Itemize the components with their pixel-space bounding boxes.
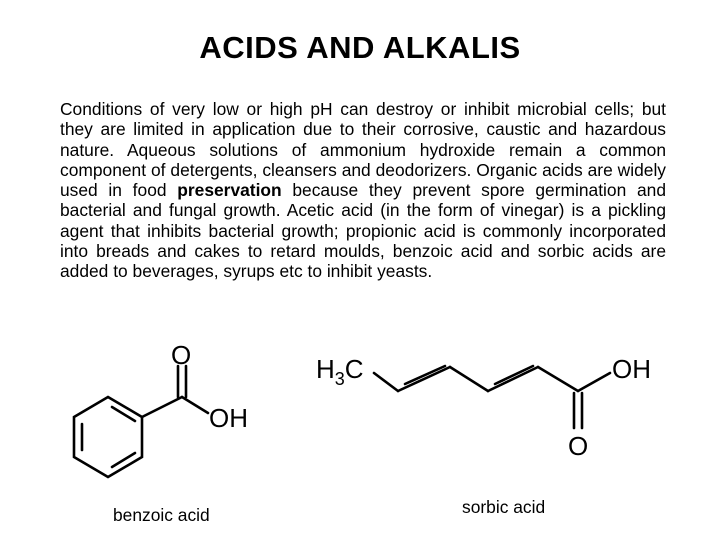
sorbic-methyl-subscript: 3 <box>334 369 345 389</box>
chain-bond <box>450 367 488 391</box>
carbon-to-oh-bond <box>578 373 610 391</box>
benzoic-acid-caption: benzoic acid <box>113 505 210 525</box>
body-text-part1: Conditions of very low or high pH can destroy or inhibit microbial cells; but they are limited in application due to their corrosive, caustic and hazardous nature. Aqueous solutions of ammonium hydroxide remain a common component of detergents, cleansers and deodorizers. Organic acids are widely used in food <box>60 99 666 201</box>
chain-bond <box>398 367 450 391</box>
benzoic-acid-structure <box>68 340 268 500</box>
benzene-ring <box>74 397 142 477</box>
chain-double-bond <box>495 366 533 384</box>
sorbic-methyl-h: H <box>316 354 335 384</box>
benzoic-oxygen-label: O <box>171 340 192 370</box>
body-text-bold: preservation <box>177 180 282 201</box>
sorbic-hydroxyl-label: OH <box>612 354 651 384</box>
sorbic-acid-structure <box>310 340 670 470</box>
sorbic-methyl-label <box>316 354 364 389</box>
slide-body-text <box>60 99 666 282</box>
sorbic-methyl-c: C <box>344 354 364 384</box>
ring-inner-bond <box>112 407 135 421</box>
chain-double-bond <box>405 366 445 384</box>
slide-title: ACIDS AND ALKALIS <box>199 30 521 65</box>
sorbic-oxygen-label: O <box>568 431 589 461</box>
chain-bond <box>374 373 398 391</box>
carbon-to-oh-bond <box>182 397 208 413</box>
chain-bond <box>538 367 578 391</box>
benzoic-hydroxyl-label: OH <box>209 403 248 433</box>
sorbic-acid-caption: sorbic acid <box>462 497 546 517</box>
body-text-part2: because they prevent spore germination and bacterial and fungal growth. Acetic acid (in the form of vinegar) is a pickling agent that inhibits bacterial growth; propionic acid is commonly incorporated into breads and cakes to retard moulds, benzoic acid and sorbic acids are added to beverages, syrups etc to inhibit yeasts. <box>60 180 666 282</box>
ring-inner-bond <box>112 453 135 467</box>
chain-bond <box>488 367 538 391</box>
ring-to-carbonyl-bond <box>142 397 182 417</box>
